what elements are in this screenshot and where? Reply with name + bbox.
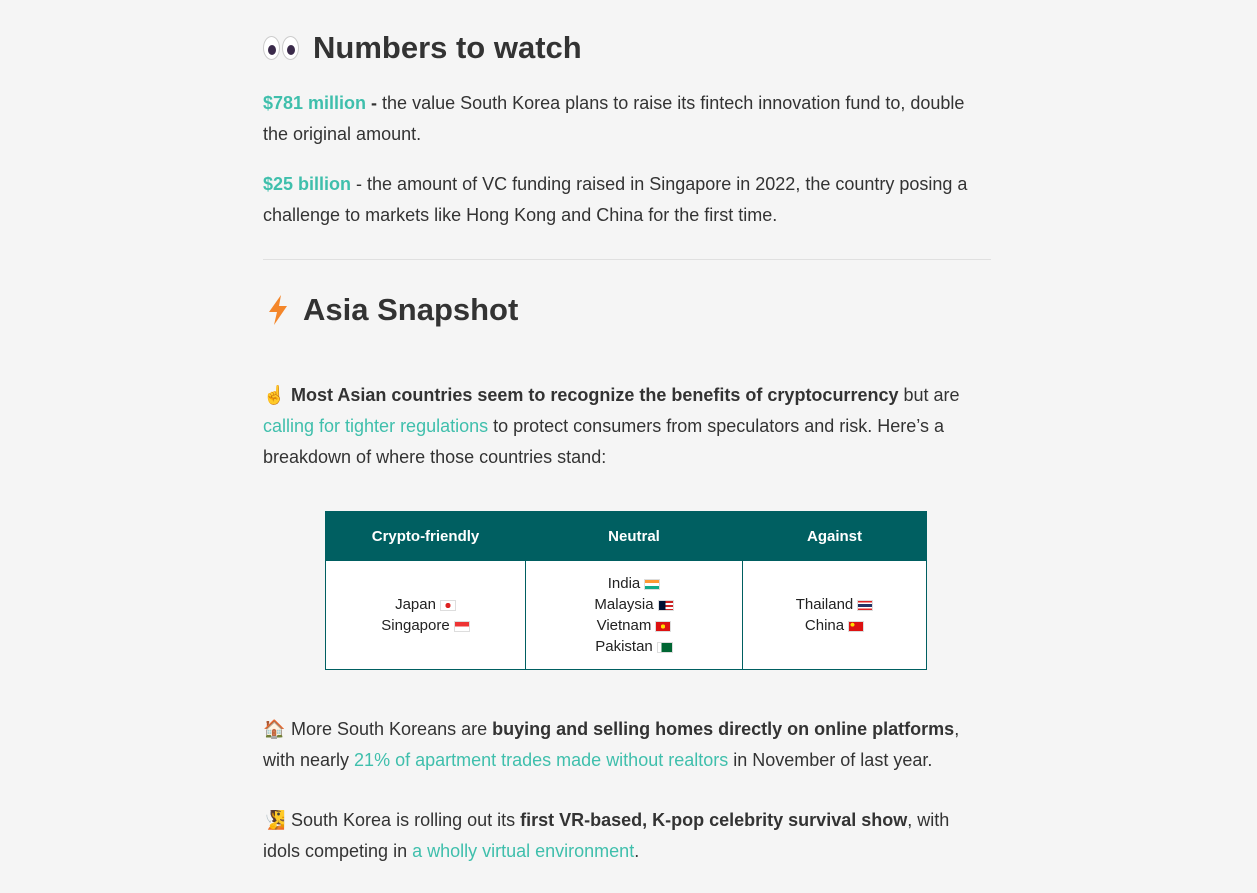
pakistan-flag-icon [657,642,673,653]
number-value-2: $25 billion [263,174,352,194]
cell-crypto-friendly [326,561,526,670]
person-icon: 🧏 [263,810,286,830]
country-india: India [607,575,641,592]
pointing-up-icon: ☝️ [263,385,286,405]
number-item-2 [263,169,991,231]
cell-against [743,561,927,670]
kpop-bold: first VR-based, K-pop celebrity survival show [520,810,908,830]
snapshot-heading-text: Asia Snapshot [303,292,519,327]
cell-neutral [526,561,743,670]
house-icon: 🏠 [263,719,286,739]
number-value-1: $781 million [263,93,367,113]
number-item-1 [263,88,991,150]
kpop-text-2: , with idols competing in [263,810,950,861]
header-neutral: Neutral [526,512,743,561]
kpop-paragraph [263,805,991,867]
country-china: China [804,617,845,634]
homes-paragraph [263,714,991,776]
lightning-icon [267,295,289,325]
crypto-bold: Most Asian countries seem to recognize the benefits of cryptocurrency [291,385,899,405]
number-text-2: the amount of VC funding raised in Singapore in 2022, the country posing a challenge to markets like Hong Kong and China for the first time. [263,174,968,225]
header-crypto-friendly: Crypto-friendly [326,512,526,561]
crypto-stance-table [325,511,927,670]
section-divider [263,259,991,260]
japan-flag-icon [440,600,456,611]
china-flag-icon [848,621,864,632]
country-thailand: Thailand [795,596,854,613]
numbers-heading-text: Numbers to watch [313,30,582,65]
snapshot-heading [267,292,518,328]
country-pakistan: Pakistan [595,638,653,655]
singapore-flag-icon [454,621,470,632]
numbers-heading [263,30,582,66]
eyes-icon [263,36,299,60]
homes-bold: buying and selling homes directly on online platforms [492,719,955,739]
kpop-text-3: . [634,841,640,861]
crypto-paragraph [263,380,991,473]
crypto-text-1: but are [898,385,960,405]
tighter-regulations-link[interactable]: calling for tighter regulations [263,416,489,436]
homes-text-3: in November of last year. [728,750,933,770]
vietnam-flag-icon [655,621,671,632]
virtual-environment-link[interactable]: a wholly virtual environment [412,841,635,861]
homes-text-1: More South Koreans are [291,719,493,739]
number-text-1: the value South Korea plans to raise its fintech innovation fund to, double the original amount. [263,93,965,144]
country-japan: Japan [395,596,436,613]
header-against: Against [743,512,927,561]
country-malaysia: Malaysia [594,596,654,613]
kpop-text-1: South Korea is rolling out its [291,810,521,830]
apartment-trades-link[interactable]: 21% of apartment trades made without realtors [354,750,729,770]
malaysia-flag-icon [658,600,674,611]
country-singapore: Singapore [381,617,450,634]
india-flag-icon [644,579,660,590]
homes-text-2: , with nearly [263,719,960,770]
number-sep-2: - [351,174,368,194]
crypto-text-2: to protect consumers from speculators and risk. Here’s a breakdown of where those countries stand: [263,416,944,467]
country-vietnam: Vietnam [596,617,652,634]
thailand-flag-icon [857,600,873,611]
number-sep-1: - [366,93,383,113]
